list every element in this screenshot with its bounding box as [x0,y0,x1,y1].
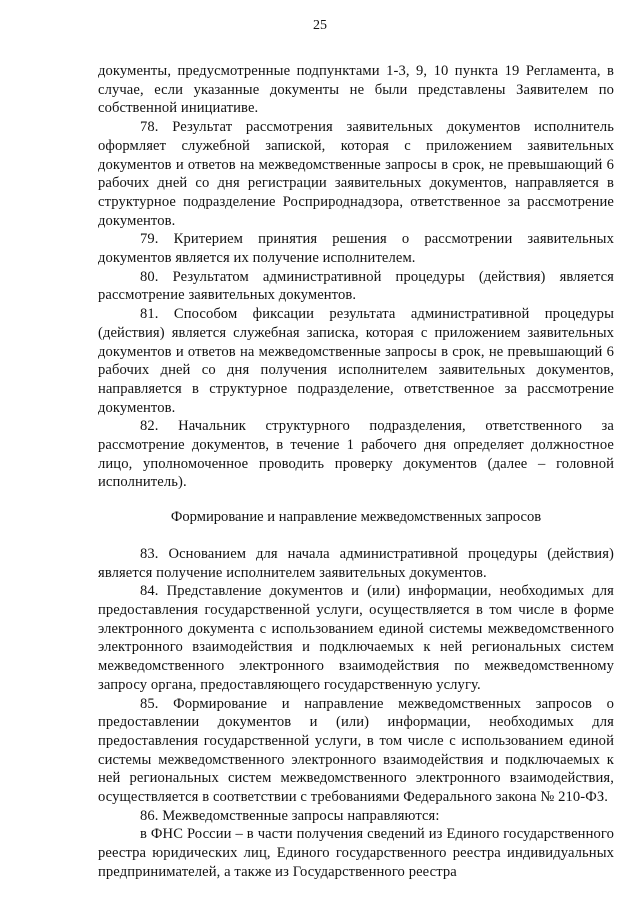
paragraph-86: 86. Межведомственные запросы направляются: [140,807,440,824]
document-body [98,62,614,882]
paragraph-81: 81. Способом фиксации результата административной процедуры (действия) является служебная записка, которая с приложением заявительных документов и ответов на межведомственные запросы в срок, не превышающий 6 рабочих дней со дня получения исполнителем заявительных документов, направляется в структурное подразделение, ответственное за рассмотрение документов. [98,306,614,416]
page-number: 25 [313,18,327,33]
paragraph-82: 82. Начальник структурного подразделения, ответственного за рассмотрение документов, в течение 1 рабочего дня определяет должностное лицо, уполномоченное проводить проверку документов (далее – головной исполнитель). [98,418,614,491]
paragraph-86-item-fns: в ФНС России – в части получения сведений из Единого государственного реестра юридических лиц, Единого государственного реестра индивидуальных предпринимателей, а также из Государственного реестра [98,826,614,880]
paragraph-85: 85. Формирование и направление межведомственных запросов о предоставлении документов и (или) информации, необходимых для предоставления государственной услуги, в том числе с использованием единой системы межведомственного электронного взаимодействия и подключаемых к ней региональных систем межведомственного электронного взаимодействия, осуществляется в соответствии с требованиями Федерального закона № 210-ФЗ. [98,695,614,806]
paragraph-83: 83. Основанием для начала административной процедуры (действия) является получение исполнителем заявительных документов. [98,545,614,581]
section-heading: Формирование и направление межведомственных запросов [170,509,542,526]
paragraph-80: 80. Результатом административной процедуры (действия) является рассмотрение заявительных документов. [98,268,614,304]
paragraph-84: 84. Представление документов и (или) информации, необходимых для предоставления государственной услуги, осуществляется в том числе в форме электронного документа с использованием единой системы межведомственного электронного взаимодействия и подключаемых к ней региональных систем межведомственного электронного взаимодействия по межведомственному запросу органа, предоставляющего государственную услугу. [98,583,614,693]
paragraph-79: 79. Критерием принятия решения о рассмотрении заявительных документов является их получение исполнителем. [98,231,614,267]
paragraph-78: 78. Результат рассмотрения заявительных документов исполнитель оформляет служебной запиской, которая с приложением заявительных документов и ответов на межведомственные запросы в срок, не превышающий 6 рабочих дней со дня регистрации заявительных документов, направляется в структурное подразделение Росприроднадзора, ответственное за рассмотрение документов. [98,119,614,229]
paragraph-continuation: документы, предусмотренные подпунктами 1-3, 9, 10 пункта 19 Регламента, в случае, если указанные документы не были представлены Заявителем по собственной инициативе. [98,63,614,117]
